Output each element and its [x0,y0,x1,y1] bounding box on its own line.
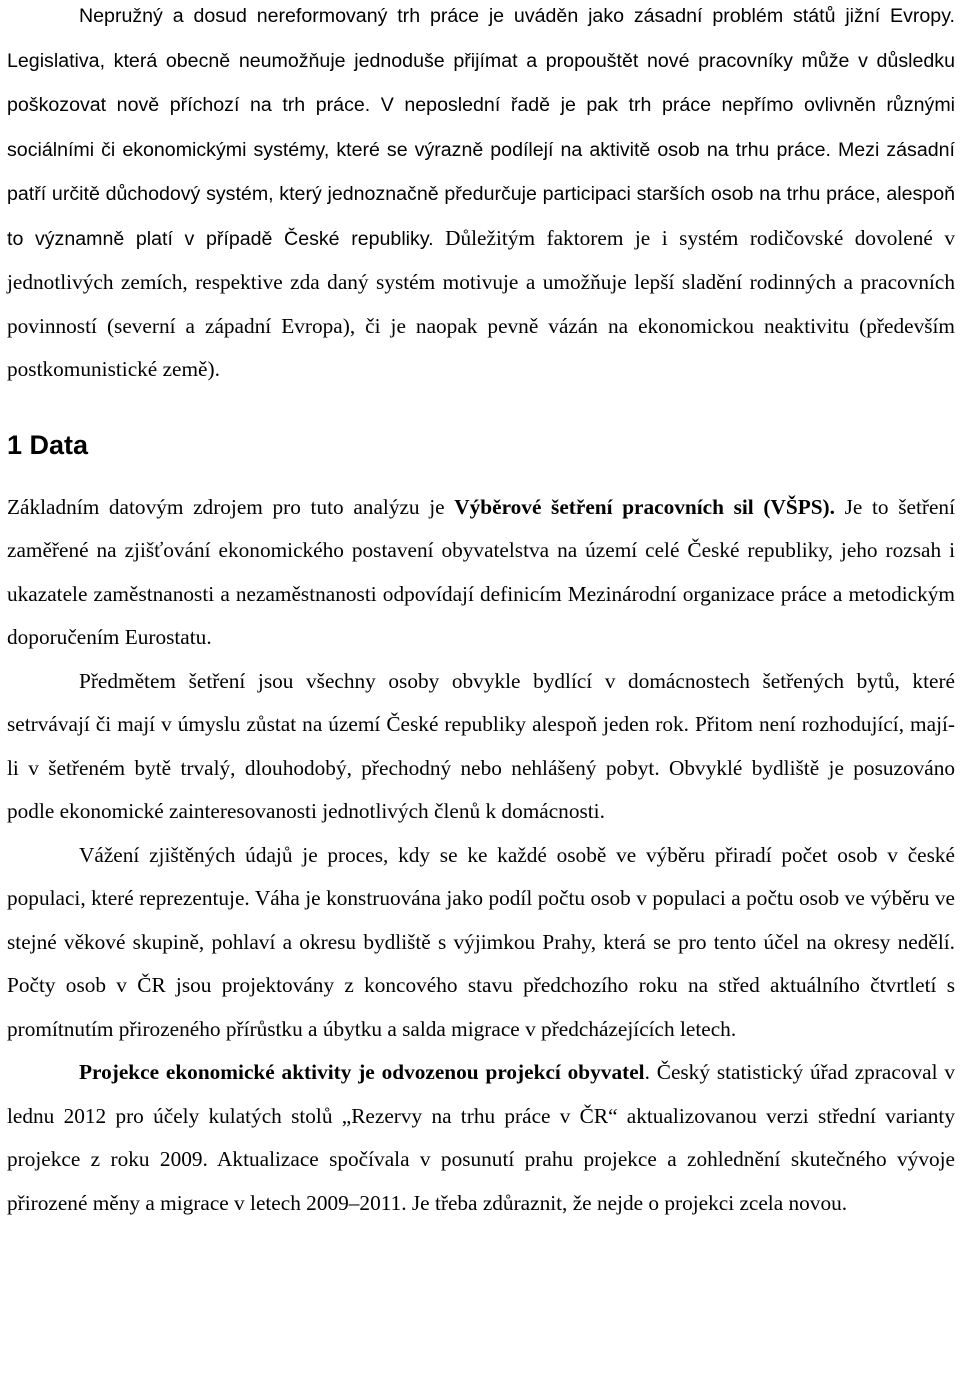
intro-sentence-1: Nepružný a dosud nereformovaný trh práce je uváděn jako zásadní problém států jižní Evropy. Legislativa, která obecně neumožňuje jednoduše přijímat a propouštět nové pracovníky může v důsledku poškozovat nově příchozí na trh práce. [7,5,955,116]
data-source-paragraph [7,486,955,660]
projection-post: . Český statistický úřad zpracoval v lednu 2012 pro účely kulatých stolů „Rezervy na trhu práce v ČR“ aktualizovanou verzi střední varianty projekce z roku 2009. Aktualizace spočívala v posunutí prahu projekce a zohlednění skutečného vývoje přirozené měny a migrace v letech 2009–2011. Je třeba zdůraznit, že nejde o projekci zcela novou. [7,1060,955,1215]
survey-subject-paragraph: Předmětem šetření jsou všechny osoby obvykle bydlící v domácnostech šetřených bytů, které setrvávají či mají v úmyslu zůstat na území České republiky alespoň jeden rok. Přitom není rozhodující, mají-li v šetřeném bytě trvalý, dlouhodobý, přechodný nebo nehlášený pobyt. Obvyklé bydliště je posuzováno podle ekonomické zainteresovanosti jednotlivých členů k domácnosti. [7,668,955,823]
document-page [7,0,955,1225]
data-source-pre: Základním datovým zdrojem pro tuto analýzu je [7,494,455,519]
data-source-post: Je to šetření zaměřené na zjišťování ekonomického postavení obyvatelstva na území celé České republiky, jeho rozsah i ukazatele zaměstnanosti a nezaměstnanosti odpovídají definicím Mezinárodní organizace práce a metodickým doporučením Eurostatu. [7,494,955,649]
intro-sentence-3: Mezi zásadní patří určitě důchodový systém, který jednoznačně předurčuje participaci starších osob na trhu práce, alespoň to významně platí v případě České republiky. [7,138,955,250]
intro-sentence-2: V neposlední řadě je pak trh práce nepřímo ovlivněn různými sociálními či ekonomickými systémy, které se výrazně podílejí na aktivitě osob na trhu práce. [7,94,955,161]
projection-paragraph [7,1051,955,1225]
intro-paragraph [7,0,955,392]
intro-sentence-4: Důležitým faktorem je i systém rodičovské dovolené v jednotlivých zemích, respektive zda daný systém motivuje a umožňuje lepší sladění rodinných a pracovních povinností (severní a západní Evropa), či je naopak pevně vázán na ekonomickou neaktivitu (především postkomunistické země). [7,225,956,381]
data-source-bold: Výběrové šetření pracovních sil (VŠPS). [454,494,835,519]
projection-bold: Projekce ekonomické aktivity je odvozenou projekcí obyvatel [79,1060,645,1084]
section-heading: 1 Data [7,429,89,460]
weighting-paragraph: Vážení zjištěných údajů je proces, kdy se ke každé osobě ve výběru přiradí počet osob v české populaci, které reprezentuje. Váha je konstruována jako podíl počtu osob v populaci a počtu osob ve výběru ve stejné věkové skupině, pohlaví a okresu bydliště s výjimkou Prahy, která se pro tento účel na okresy nedělí. Počty osob v ČR jsou projektovány z koncového stavu předchozího roku na střed aktuálního čtvrtletí s promítnutím přirozeného přírůstku a úbytku a salda migrace v předcházejících letech. [7,842,955,1041]
